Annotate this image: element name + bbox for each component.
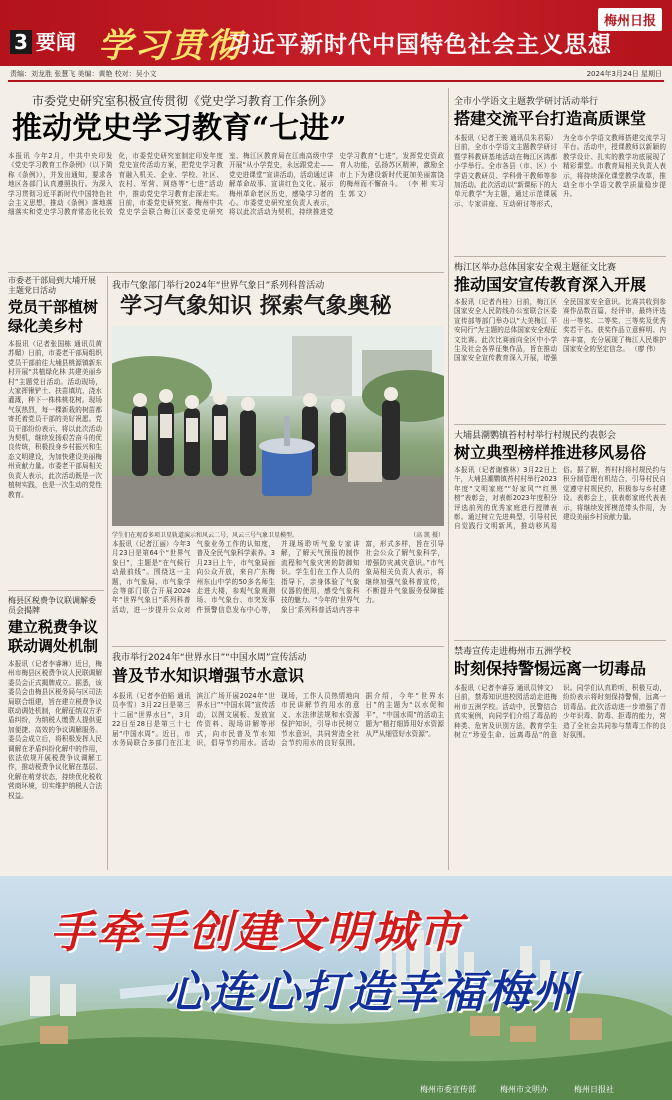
divider	[107, 276, 108, 870]
section-number: 3	[10, 30, 32, 54]
issue-date: 2024年3月24日 星期日	[586, 70, 662, 78]
water-kicker: 我市举行2024年“世界水日”“中国水周”宣传活动	[112, 653, 307, 663]
slogan-line-2: 心连心打造幸福梅州	[164, 967, 578, 1018]
lead-body	[8, 152, 444, 270]
photo-credit: （高 凯 摄）	[410, 532, 444, 539]
left1-kicker: 市委老干部局到大埔开展主题党日活动	[8, 276, 96, 295]
meta-bar	[0, 66, 672, 80]
right3-body: 本报讯（记者谢雅林）3月22日上午，大埔县潮鹦镇苔村村举行2023年度“文明家庭”“好家风”“红黑榜”表彰会，对表彰2023年度积分评选前列的优秀家庭进行授牌表彰。通过树立先进典型，引导村民自觉践行文明新风，推动移风易俗。据了解，苔村村将村规民约与积分制管理有机结合，引导村民自觉遵守村规民约，积极参与乡村建设。表彰会上，获表彰家庭代表表示，将继续发挥模范带头作用，为建设美丽乡村贡献力量。	[454, 466, 666, 531]
left1-body: 本报讯（记者张国栋 通讯员黄苏媚）日前，市委老干部局组织党员干部前往大埔县桃源镇新东村开展“共植绿化林 共建美丽乡村”主题党日活动。活动现场，大家挥锹铲土、扶苗填坑、浇水灌溉，种下一株株桃花树。现场气氛热烈，每一棵新栽的树苗都寄托着党员干部的美好祝愿。党员干部纷纷表示，将以此次活动为契机，继续发扬艰苦奋斗的优良传统，积极投身乡村振兴和生态文明建设，为加快建设美丽梅州贡献力量。市委老干部局相关负责人表示，此次活动既是一次植树实践，也是一次生动的党性教育。	[8, 340, 102, 499]
right4-kicker: 禁毒宣传走进梅州市五洲学校	[454, 647, 572, 657]
left2-kicker: 梅县区税费争议联调解委员会揭牌	[8, 596, 96, 615]
lead-kicker: 市委党史研究室积极宣传贯彻《党史学习教育工作条例》	[32, 94, 333, 108]
right2-kicker: 梅江区举办总体国家安全观主题征文比赛	[454, 263, 617, 273]
section-banner	[0, 0, 672, 66]
paper-logo: 梅州日报	[598, 8, 662, 31]
right2-body	[454, 298, 666, 420]
brush-title: 学习贯彻	[98, 26, 242, 66]
left2-body: 本报讯（记者李睿琳）近日，梅州市梅县区税费争议人民联调解委员会正式揭牌成立。据悉，该委员会由梅县区税务局与区司法局联合组建，旨在建立税费争议联动调处机制，化解征纳双方矛盾纠纷，为纳税人缴费人提供更加便捷、高效的争议调解服务。委员会成立后，将积极发挥人民调解在矛盾纠纷化解中的作用，依法依规开展税费争议调解工作，推动税费争议化解在基层、化解在萌芽状态，持续优化税收营商环境，切实维护纳税人合法权益。	[8, 660, 102, 800]
credit-line-2: 梅州市文明办	[500, 1085, 548, 1094]
editor-credits: 责编：刘龙胜 张慧飞 美编：黄艳 校对：吴小文	[10, 70, 157, 78]
lead-body-text: 本报讯 今年2月，中共中央印发《党史学习教育工作条例》（以下简称《条例》），并发出通知，要求各地区各部门认真遵照执行。为深入学习贯彻习近平新时代中国特色社会主义思想，推动《条例》落地落细落实和党史学习教育常态化长效化，市委党史研究室制定印发年度党史宣传活动方案，把党史学习教育融入机关、企业、学校、社区、农村、军营、网络等“七进”活动中，推动党史学习教育走深走实。日前，市委党史研究室、梅州中共党史学会联合梅江区委党史研究室、梅江区教育局在江南高级中学开展“从小学党史，永远跟党走——党史进课堂”宣讲活动，活动通过讲解革命故事、宣讲红色文化、展示梅州革命老区历史，感染学习者的心。市委党史研究室负责人表示，将以此次活动为契机，持续推进党史学习教育“七进”，发挥党史资政育人功能，弘扬苏区精神，激励全市上下为建设新时代更加美丽富饶的梅州而不懈奋斗。	[8, 152, 444, 217]
water-body: 本报讯（记者李伯韬 通讯员李雪）3月22日是第三十二届“世界水日”，3月22日至28日是第三十七届“中国水周”。近日，市水务局联合多部门在江北滨江广场开展2024年“世界水日”“中国水周”宣传活动，以图文展板、发放宣传资料、现场讲解等形式，向市民普及节水知识，倡导节约用水。活动现场，工作人员热情地向市民讲解节约用水的意义、水法律法规和水资源保护知识，引导市民树立节水意识，共同营造全社会节约用水的良好氛围。据介绍，今年“世界水日”的主题为“以水促和平”，“中国水周”的活动主题为“精打细算用好水资源 从严从细管好水资源”。	[112, 692, 444, 748]
weather-kicker: 我市气象部门举行2024年“世界气象日”系列科普活动	[112, 281, 325, 291]
divider	[454, 640, 666, 641]
weather-headline: 学习气象知识 探索气象奥秘	[120, 293, 392, 319]
weather-photo-illustration	[112, 326, 444, 526]
bottom-credit	[0, 1080, 672, 1100]
water-headline: 普及节水知识增强节水意识	[112, 666, 305, 685]
right1-kicker: 全市小学语文主题教学研讨活动举行	[454, 97, 599, 107]
left1-headline: 党员干部植树绿化美乡村	[8, 298, 99, 335]
lead-byline: （李 彬 实习生 郭 文）	[339, 180, 444, 198]
divider	[448, 88, 449, 870]
right1-headline: 搭建交流平台打造高质课堂	[454, 109, 647, 128]
right4-body: 本报讯（记者李睿芬 通讯员钟文）日前，禁毒知识进校园活动走进梅州市五洲学校。活动中，民警结合真实案例，向同学们介绍了毒品的种类、危害及识别方法，教育学生树立“珍爱生命、远离毒品”的意识。同学们认真聆听，积极互动，纷纷表示将时刻保持警惕，远离一切毒品。此次活动进一步增强了青少年识毒、防毒、拒毒的能力，营造了全社会共同参与禁毒工作的良好氛围。	[454, 684, 666, 740]
credit-line-3: 梅州日报社	[574, 1085, 614, 1094]
left2-headline: 建立税费争议联动调处机制	[8, 618, 99, 655]
credit-line-1: 梅州市委宣传部	[420, 1085, 476, 1094]
divider	[112, 646, 444, 647]
weather-caption: 学生们在观看多项卫星轨道演示和风云二号、风云三号气象卫星模型。	[112, 532, 299, 539]
right2-byline: （廖 伟）	[631, 345, 660, 354]
right3-headline: 树立典型榜样推进移风易俗	[454, 443, 647, 462]
divider	[8, 590, 104, 591]
weather-photo	[112, 326, 444, 526]
right2-headline: 推动国安宣传教育深入开展	[454, 275, 647, 294]
divider	[454, 424, 666, 425]
top-rule	[8, 80, 664, 82]
divider	[8, 272, 444, 273]
divider	[454, 256, 666, 257]
section-name: 要闻	[35, 30, 76, 54]
right2-body-text: 本报讯（记者肖桂）日前，梅江区国家安全人民防线办公室联合区委宣传部等部门举办以“大美梅江 平安同行”为主题的总体国家安全观征文比赛。此次比赛面向全区中小学生及社会各界征集作品，旨在推动国家安全宣传教育深入开展，增强全民国家安全意识。比赛共收到参赛作品数百篇，经评审，最终评选出一等奖、二等奖、三等奖及优秀奖若干名。获奖作品立意鲜明、内容丰富，充分展现了梅江人民维护国家安全的坚定信念。	[454, 298, 666, 363]
weather-body: 本报讯（记者江丽）今年3月23日是第64个“世界气象日”，主题是“在气候行动最前线”。围绕这一主题，市气象局、市气象学会等部门联合开展2024年“世界气象日”系列科普活动，进一步提升公众对气象业务工作的认知度，普及全民气象科学素养。3月23日上午，市气象局面向公众开放，来自广东梅州东山中学的50多名师生走进大楼，参观气象观测场、市气象台、市突发事件预警信息发布中心等，并现场聆听气象专家讲解，了解天气预报的制作流程和气象灾害的防御知识。学生们在工作人员的指导下，亲身体验了气象仪器的使用，感受气象科技的魅力。“今年的‘世界气象日’系列科普活动内容丰富，形式多样，旨在引导社会公众了解气象科学，增强防灾减灾意识。”市气象局相关负责人表示，将继续加强气象科普宣传，不断提升气象服务保障能力。	[112, 540, 444, 614]
section-label	[10, 26, 76, 55]
slogan-line-1: 手牵手创建文明城市	[50, 907, 464, 958]
banner-main-title: 习近平新时代中国特色社会主义思想	[228, 32, 612, 58]
right4-headline: 时刻保持警惕远离一切毒品	[454, 659, 647, 678]
lead-headline: 推动党史学习教育“七进”	[12, 111, 347, 146]
right3-kicker: 大埔县潮鹦镇苔村村举行村规民约表彰会	[454, 431, 617, 441]
right1-body: 本报讯（记者王骏 通讯员朱君菊）日前，全市小学语文主题教学研讨暨学科教研基地活动在梅江区鸿都小学举行。全市各县（市、区）小学语文教研员、学科骨干教师等参加活动。此次活动以“新课标下的大单元教学”为主题，通过示范课展示、专家讲座、互动研讨等形式，为全市小学语文教师搭建交流学习平台。活动中，授课教师以新颖的教学设计、扎实的教学功底展现了精彩课堂。市教育局相关负责人表示，将持续深化课堂教学改革，推动全市小学语文教学质量稳步提升。	[454, 134, 666, 208]
